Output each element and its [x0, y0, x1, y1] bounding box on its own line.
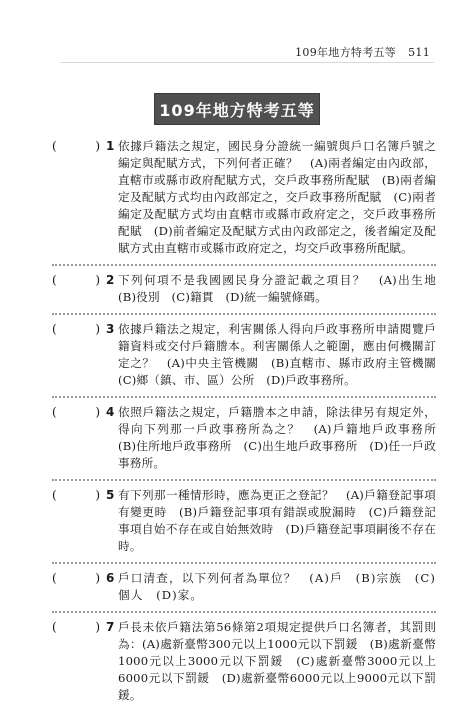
question-number: 3 — [106, 322, 115, 336]
dotted-separator — [52, 611, 436, 613]
header-rule — [60, 62, 434, 63]
question-number: 1 — [106, 139, 115, 153]
question-item — [52, 321, 448, 389]
dotted-separator — [52, 562, 436, 564]
answer-blank: ( ) — [52, 571, 100, 585]
dotted-separator — [52, 396, 436, 398]
answer-blank: ( ) — [52, 488, 100, 502]
question-number: 7 — [106, 620, 115, 634]
question-text: 有下列那一種情形時，應為更正之登記？ (A)戶籍登記事項有變更時 (B)戶籍登記事項有錯誤或脫漏時 (C)戶籍登記事項自始不存在或自始無效時 (D)戶籍登記事項嗣後不存在時。 — [118, 488, 436, 553]
question-number: 5 — [106, 488, 115, 502]
dotted-separator — [52, 264, 436, 266]
answer-blank: ( ) — [52, 620, 100, 634]
answer-blank: ( ) — [52, 273, 100, 287]
question-item — [52, 619, 436, 704]
header-title: 109年地方特考五等 — [295, 46, 397, 59]
answer-blank: ( ) — [52, 322, 100, 336]
question-number: 2 — [106, 273, 115, 287]
question-item — [52, 570, 436, 604]
question-list — [52, 138, 448, 719]
question-text: 依照戶籍法之規定，戶籍謄本之申請，除法律另有規定外，得向下列那一戶政事務所為之？ (A)戶籍地戶政事務所 (B)住所地戶政事務所 (C)出生地戶政事務所 (D)任一戶政事務所。 — [118, 405, 448, 470]
question-text: 戶口清查，以下列何者為單位？ (A)戶 (B)宗族 (C)個人 (D)家。 — [118, 571, 436, 602]
question-number: 6 — [106, 571, 115, 585]
dotted-separator — [52, 313, 436, 315]
section-banner: 109年地方特考五等 — [155, 94, 319, 124]
dotted-separator — [52, 479, 436, 481]
question-text: 依據戶籍法之規定，利害關係人得向戶政事務所申請閱覽戶籍資料或交付戶籍謄本。利害關係人之範圍，應由何機關訂定之？ (A)中央主管機關 (B)直轄市、縣市政府主管機關 (C)鄉（鎮、市、區）公所 (D)戶政事務所。 — [118, 322, 448, 387]
question-item — [52, 404, 448, 472]
question-text: 戶長未依戶籍法第56條第2項規定提供戶口名簿者，其罰則為：(A)處新臺幣300元以上1000元以下罰鍰 (B)處新臺幣1000元以上3000元以下罰鍰 (C)處新臺幣3000元以上6000元以下罰鍰 (D)處新臺幣6000元以上9000元以下罰鍰。 — [118, 620, 436, 702]
question-item — [52, 487, 436, 555]
question-text: 依據戶籍法之規定，國民身分證統一編號與戶口名簿戶號之編定與配賦方式，下列何者正確？ (A)兩者編定由內政部，直轄市或縣市政府配賦方式，交戶政事務所配賦 (B)兩者編定及配賦方式均由內政部定之，交戶政事務所配賦 (C)兩者編定及配賦方式均由直轄市或縣市政府定之，交戶政事務所配賦 (D)前者編定及配賦方式由內政部定之，後者編定及配賦方式由直轄市或縣市政府定之，均交戶政事務所配賦。 — [118, 139, 436, 255]
question-text: 下列何項不是我國國民身分證記載之項目？ (A)出生地 (B)役別 (C)籍貫 (D)統一編號條碼。 — [118, 273, 448, 304]
answer-blank: ( ) — [52, 405, 100, 419]
question-item — [52, 272, 448, 306]
answer-blank: ( ) — [52, 139, 100, 153]
running-header — [295, 44, 430, 60]
question-number: 4 — [106, 405, 115, 419]
page-number: 511 — [408, 46, 430, 59]
question-item — [52, 138, 436, 257]
